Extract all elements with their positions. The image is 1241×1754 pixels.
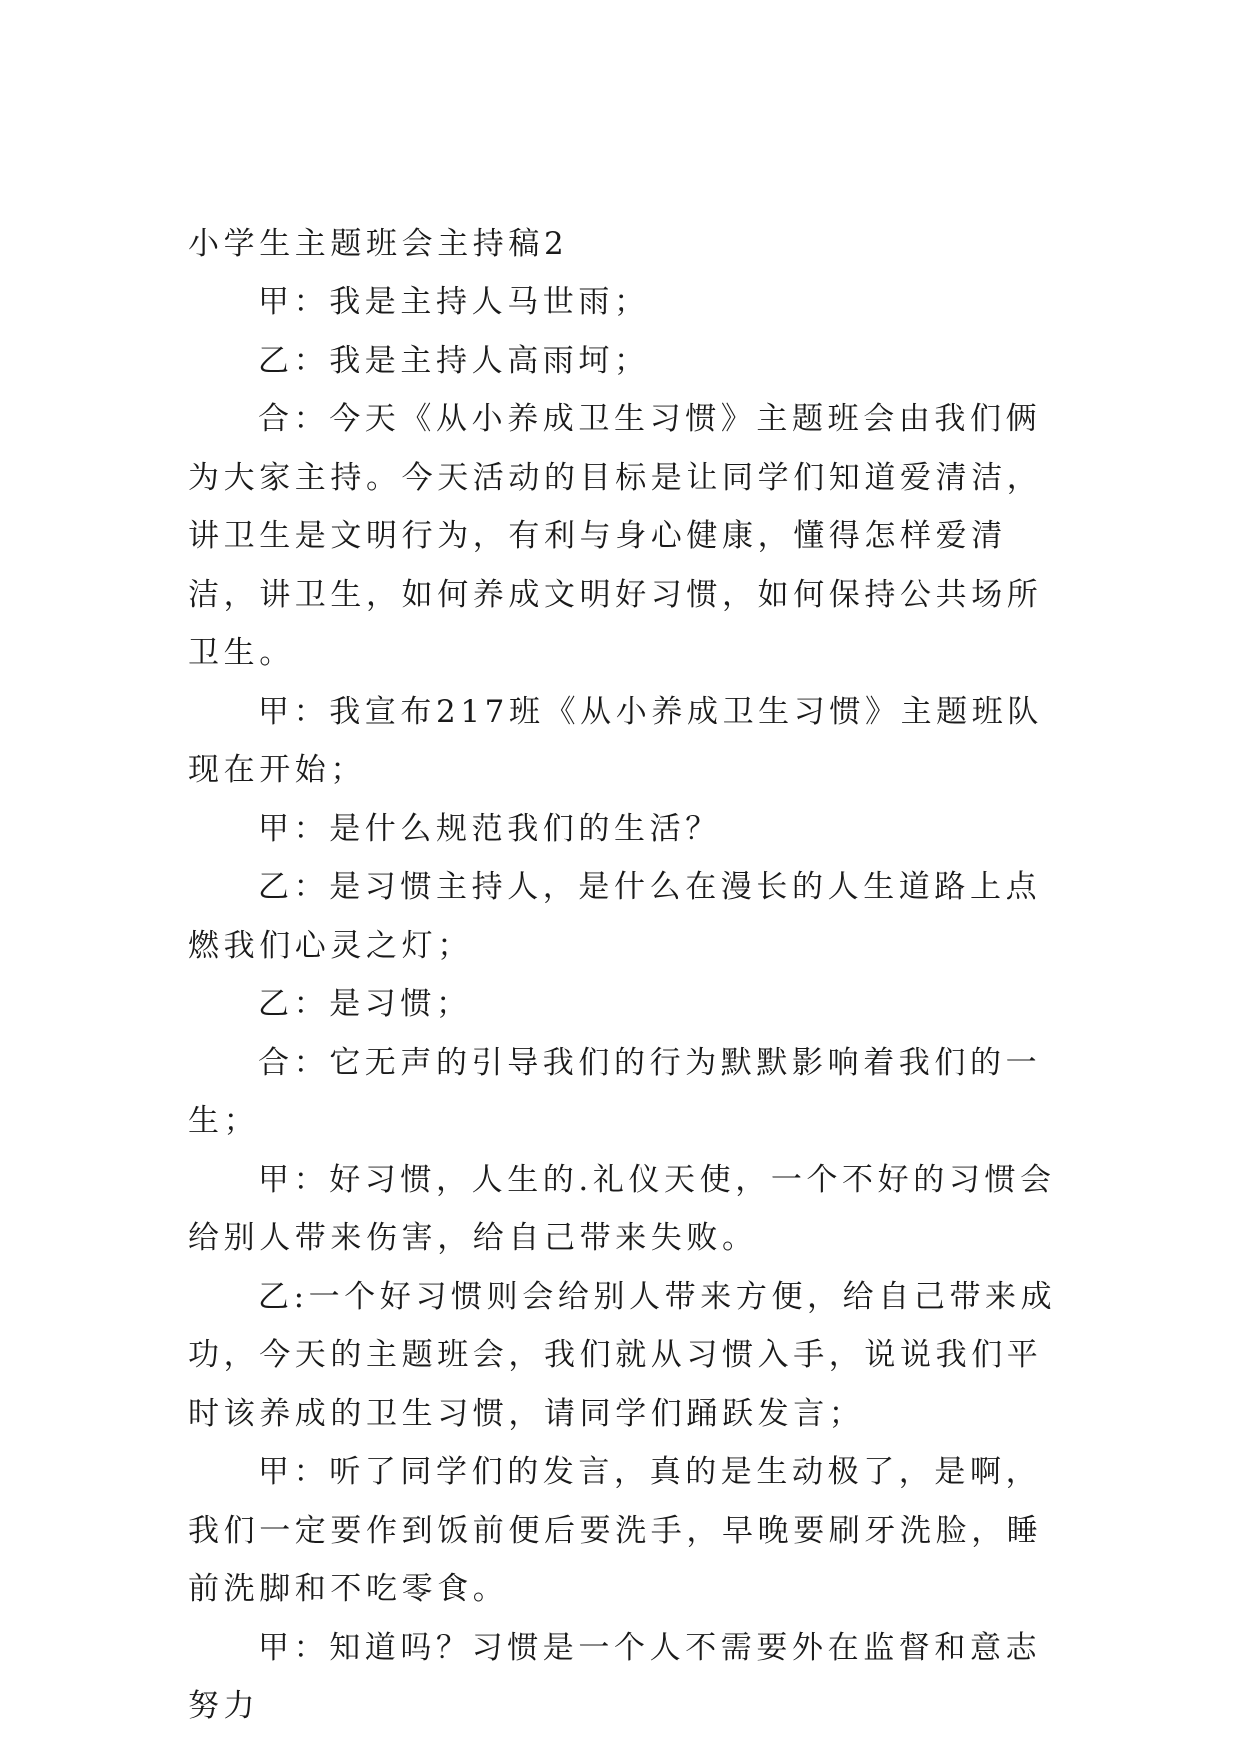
paragraph: 合：今天《从小养成卫生习惯》主题班会由我们俩为大家主持。今天活动的目标是让同学们知道爱清洁，讲卫生是文明行为，有利与身心健康，懂得怎样爱清洁，讲卫生，如何养成文明好习惯，如何保持公共场所卫生。 <box>188 401 1043 671</box>
paragraph: 甲：好习惯，人生的.礼仪天使，一个不好的习惯会给别人带来伤害，给自己带来失败。 <box>188 1161 1056 1256</box>
paragraph: 乙:一个好习惯则会给别人带来方便，给自己带来成功，今天的主题班会，我们就从习惯入手，说说我们平时该养成的卫生习惯，请同学们踊跃发言； <box>188 1278 1057 1432</box>
paragraph: 乙：是习惯主持人，是什么在漫长的人生道路上点燃我们心灵之灯； <box>188 869 1042 964</box>
paragraph: 甲：是什么规范我们的生活？ <box>258 810 721 847</box>
paragraph: 甲：我宣布217班《从小养成卫生习惯》主题班队现在开始； <box>188 693 1043 788</box>
paragraph: 甲：知道吗？习惯是一个人不需要外在监督和意志努力 <box>188 1629 1042 1724</box>
paragraph: 乙：我是主持人高雨坷； <box>258 342 650 379</box>
paragraph: 甲：听了同学们的发言，真的是生动极了，是啊，我们一定要作到饭前便后要洗手，早晚要刷牙洗脸，睡前洗脚和不吃零食。 <box>188 1454 1043 1607</box>
paragraph: 乙：是习惯； <box>258 986 472 1022</box>
paragraph: 合：它无声的引导我们的行为默默影响着我们的一生； <box>188 1044 1042 1139</box>
paragraph: 甲：我是主持人马世雨； <box>258 284 650 320</box>
document-body <box>188 215 1060 1736</box>
document-title: 小学生主题班会主持稿2 <box>188 226 569 262</box>
